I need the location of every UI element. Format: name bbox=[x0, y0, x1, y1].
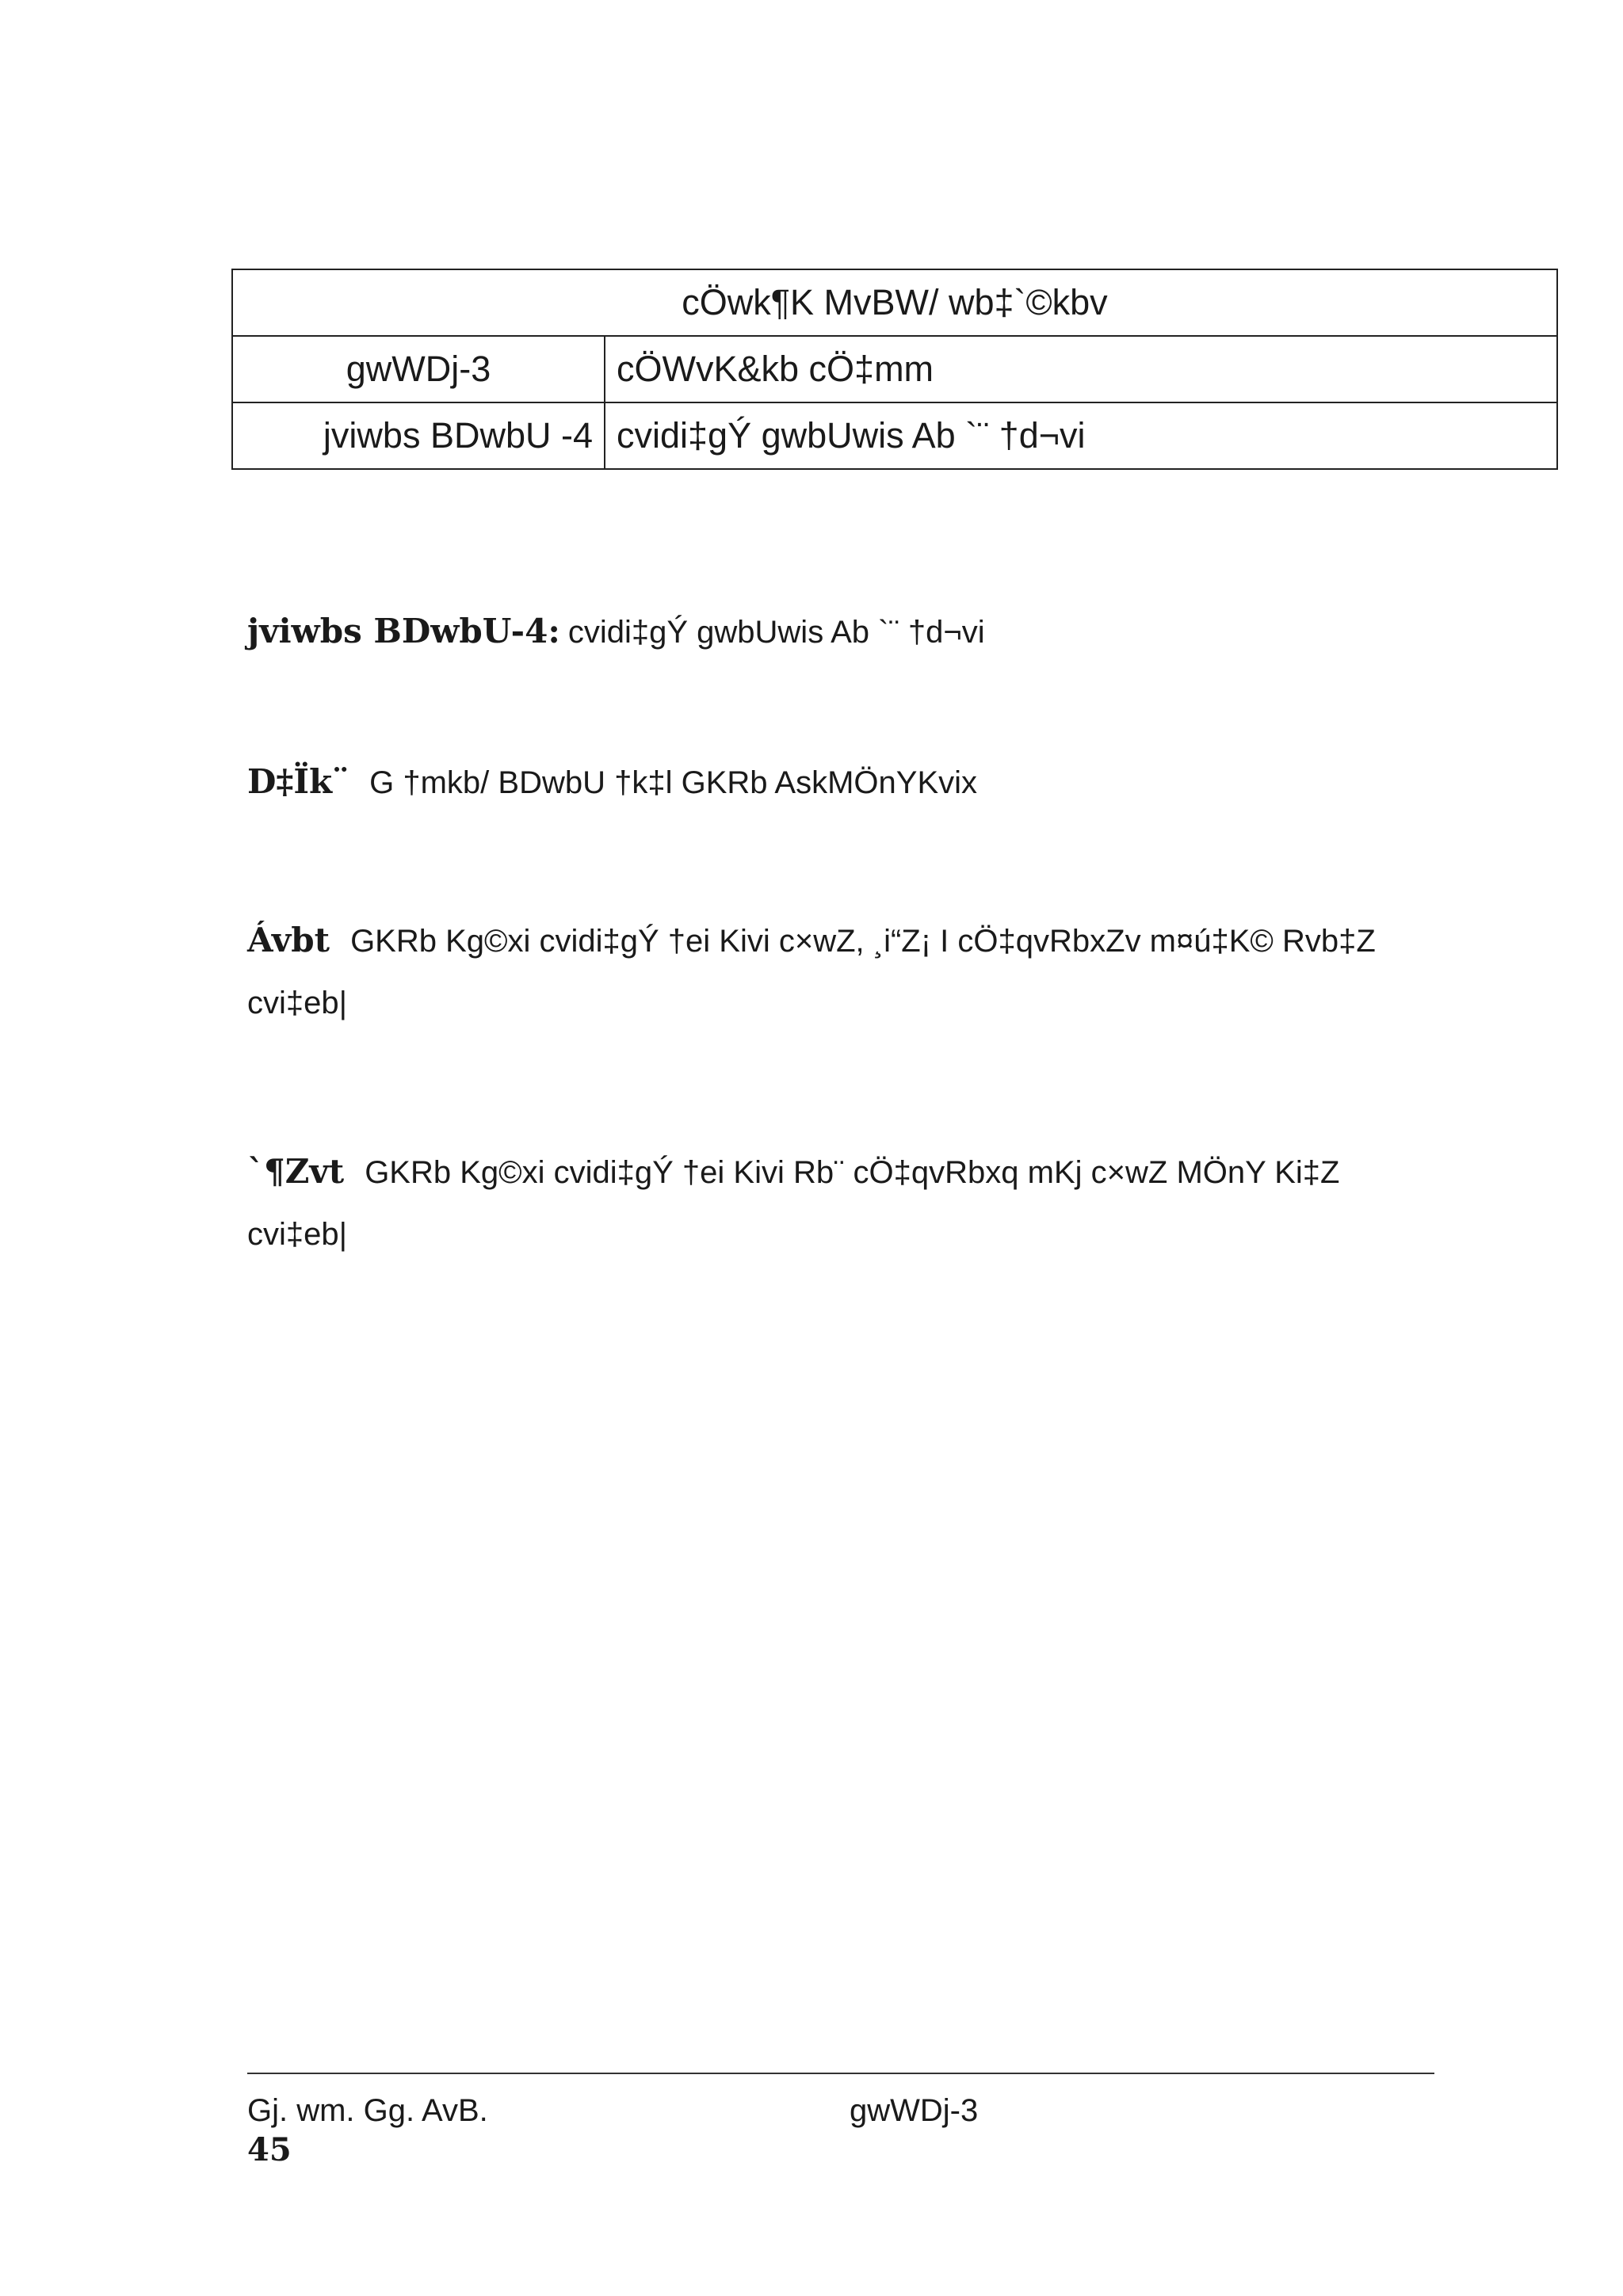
objective-label: D‡Ïk¨ bbox=[247, 762, 349, 801]
knowledge-text: GKRb Kg©xi cvidi‡gÝ †ei Kivi c×wZ, ¸i“Z¡ I cÖ‡qvRbxZv m¤ú‡K© Rvb‡Z cvi‡eb| bbox=[247, 924, 1376, 1020]
footer-divider bbox=[247, 2073, 1434, 2074]
table-row bbox=[232, 402, 1557, 469]
footer-module: gwWDj-3 bbox=[850, 2093, 979, 2128]
unit-heading bbox=[247, 601, 1436, 663]
unit-label: jviwbs BDwbU -4 bbox=[232, 402, 605, 469]
skill-text: GKRb Kg©xi cvidi‡gÝ †ei Kivi Rb¨ cÖ‡qvRbxq mKj c×wZ MÖnY Ki‡Z cvi‡eb| bbox=[247, 1155, 1340, 1252]
unit-heading-label: jviwbs BDwbU-4: bbox=[247, 612, 560, 650]
table-row bbox=[232, 336, 1557, 402]
module-value: cÖWvK&kb cÖ‡mm bbox=[605, 336, 1557, 402]
table-title-row bbox=[232, 269, 1557, 336]
unit-value: cvidi‡gÝ gwbUwis Ab `¨ †d¬vi bbox=[605, 402, 1557, 469]
page-number: 45 bbox=[247, 2131, 292, 2168]
skill-section bbox=[247, 1141, 1420, 1265]
module-label: gwWDj-3 bbox=[232, 336, 605, 402]
table-title: cÖwk¶K MvBW/ wb‡`©kbv bbox=[232, 269, 1557, 336]
footer-org: Gj. wm. Gg. AvB. bbox=[247, 2093, 488, 2128]
objective-text: G †mkb/ BDwbU †k‡l GKRb AskMÖnYKvix bbox=[369, 765, 978, 800]
knowledge-label: Ávbt bbox=[247, 921, 330, 959]
skill-label: `¶Zvt bbox=[247, 1152, 345, 1191]
module-info-table bbox=[231, 269, 1558, 470]
knowledge-section bbox=[247, 910, 1436, 1034]
unit-heading-text: cvidi‡gÝ gwbUwis Ab `¨ †d¬vi bbox=[567, 615, 985, 650]
objective-section bbox=[247, 751, 1436, 814]
